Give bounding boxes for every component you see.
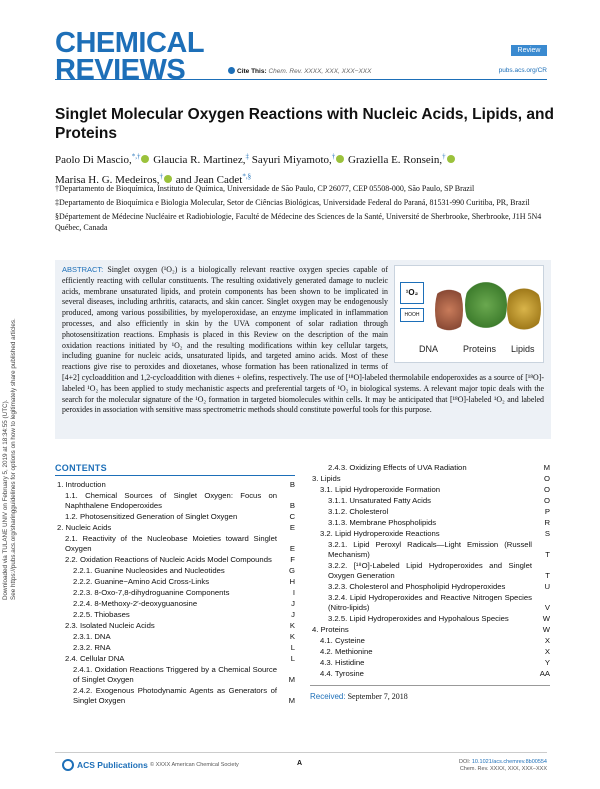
toc-entry-label: 4. Proteins [312,625,349,634]
affiliation: §Département de Médecine Nucléaire et Radiobiologie, Faculté de Médecine des Sciences de la Santé, Université de Sherbrooke, Sherbrooke, J1H 5N4 Québec, Canada [55,212,542,232]
toc-entry[interactable] [55,632,295,642]
toc-entry-page: O [544,496,550,505]
proteins-label: Proteins [463,344,497,354]
received-line [310,692,550,702]
cite-this[interactable] [228,67,371,75]
journal-url[interactable]: pubs.acs.org/CR [498,67,547,74]
copyright: © XXXX American Chemical Society [150,762,239,768]
toc-entry-page: M [288,696,295,705]
toc-entry-page: G [289,566,295,575]
toc-entry-label: 3.1. Lipid Hydroperoxide Formation [320,485,441,494]
toc-entry[interactable] [310,485,550,495]
toc-entry-label: 1. Introduction [57,480,106,489]
toc-entry-label: 2.2.4. 8-Methoxy-2′-deoxyguanosine [73,599,198,608]
toc-entry-label: 2.1. Reactivity of the Nucleobase Moieties toward Singlet Oxygen [65,534,277,553]
toc-entry[interactable] [310,636,550,646]
journal-reference: Chem. Rev. XXXX, XXX, XXX−XXX [459,766,547,772]
toc-entry-label: 3.1.2. Cholesterol [328,507,389,516]
toc-entry[interactable] [310,658,550,668]
toc-entry-label: 2.4.2. Exogenous Photodynamic Agents as Generators of Singlet Oxygen [73,686,277,705]
toc-entry-label: 3.2.3. Cholesterol and Phospholipid Hydroperoxides [328,582,506,591]
toc-entry-page: U [544,582,550,591]
toc-entry[interactable] [55,512,295,522]
acs-publications-logo[interactable]: ACS Publications [62,759,148,771]
toc-entry-label: 4.1. Cysteine [320,636,365,645]
doi-block: DOI: 10.1021/acs.chemrev.8b00554 Chem. Rev. XXXX, XXX, XXX−XXX [459,759,547,772]
toc-entry-page: X [544,636,550,645]
toc-entry[interactable] [55,588,295,598]
author[interactable]: Graziella E. Ronsein,† [348,154,456,166]
received-label: Received: [310,692,346,701]
toc-entry[interactable] [310,529,550,539]
toc-entry-label: 3.2.4. Lipid Hydroperoxides and Reactive Nitrogen Species (Nitro-lipids) [328,593,532,612]
dna-helix-graphic [435,280,463,340]
singlet-oxygen-box: ¹O₂ [400,282,424,304]
toc-entry-label: 2.4.3. Oxidizing Effects of UVA Radiation [328,463,467,472]
lipid-graphic [507,280,541,338]
toc-entry[interactable] [310,593,550,613]
author[interactable]: and Jean Cadet*,§ [175,172,252,187]
toc-entry-page: E [289,523,295,532]
toc-entry-page: E [289,544,295,553]
logo-line1: CHEMICAL [55,27,205,59]
toc-entry-label: 2.2.3. 8-Oxo-7,8-dihydroguanine Components [73,588,230,597]
toc-entry-page: L [290,654,295,663]
toc-entry[interactable] [55,621,295,631]
author[interactable]: Marisa H. G. Medeiros,† [55,174,173,186]
toc-entry[interactable] [310,507,550,517]
toc-entry-label: 3.1.1. Unsaturated Fatty Acids [328,496,431,505]
affiliations [55,183,555,236]
orcid-icon[interactable] [141,155,149,163]
toc-entry-page: L [290,643,295,652]
toc-entry-page: J [291,599,295,608]
toc-entry-page: Y [544,658,550,667]
toc-entry-page: S [544,529,550,538]
toc-entry-page: H [289,577,295,586]
toc-entry[interactable] [310,518,550,528]
toc-entry[interactable] [310,540,550,560]
toc-entry[interactable] [310,561,550,581]
article-title: Singlet Molecular Oxygen Reactions with Nucleic Acids, Lipids, and Proteins [55,106,554,142]
toc-entry-label: 2.4. Cellular DNA [65,654,125,663]
toc-entry[interactable] [55,555,295,565]
toc-entry-label: 2.3. Isolated Nucleic Acids [65,621,155,630]
toc-entry[interactable] [55,577,295,587]
toc-entry-label: 3.2.1. Lipid Peroxyl Radicals—Light Emission (Russell Mechanism) [328,540,532,559]
orcid-icon[interactable] [336,155,344,163]
toc-entry[interactable] [55,643,295,653]
author[interactable]: Paolo Di Mascio,*,† [55,154,150,166]
orcid-icon[interactable] [447,155,455,163]
toc-entry-page: W [542,614,550,623]
header-divider [55,79,547,80]
toc-entry[interactable] [55,534,295,554]
lipids-label: Lipids [511,344,535,354]
toc-entry[interactable] [310,614,550,624]
toc-entry-page: W [542,625,550,634]
hooh-box: HOOH [400,308,424,322]
toc-entry-page: B [289,480,295,489]
contents-right-column [310,463,550,702]
toc-entry[interactable] [55,566,295,576]
abstract-box [55,260,551,439]
received-date: September 7, 2018 [347,692,408,701]
acs-logo-icon [62,759,74,771]
toc-entry-page: O [544,474,550,483]
download-notice-line1: Downloaded via TULANE UNIV on February 5, 2019 at 18:34:55 (UTC). [2,399,9,600]
toc-entry-page: T [545,571,550,580]
toc-entry-page: V [544,603,550,612]
contents-left-column [55,463,295,707]
toc-entry[interactable] [55,610,295,620]
toc-entry-page: J [291,610,295,619]
toc-entry[interactable] [55,523,295,533]
toc-entry-label: 4.3. Histidine [320,658,365,667]
toc-entry[interactable] [310,582,550,592]
affiliation: †Departamento de Bioquímica, Instituto de Química, Universidade de São Paulo, CP 26077, CEP 05508-000, São Paulo, SP Brazil [55,184,475,193]
toc-entry-page: K [289,632,295,641]
page-number: A [297,760,303,767]
toc-entry[interactable] [310,625,550,635]
toc-entry-label: 2.3.2. RNA [73,643,111,652]
author[interactable]: Glaucia R. Martinez,‡ [153,152,249,166]
toc-entry-page: X [544,647,550,656]
toc-entry-page: F [290,555,295,564]
toc-entry[interactable] [310,463,550,473]
author[interactable]: Sayuri Miyamoto,† [252,154,346,166]
toc-entry-page: B [289,501,295,510]
toc-entry-label: 3.2. Lipid Hydroperoxide Reactions [320,529,440,538]
abstract-text: Singlet oxygen (¹O₂) is a biologically relevant reactive oxygen species capable of efficiently reacting with cellular constituents. The resulting oxidatively generated damage to nucleic acids, membrane unsaturated lipids, and protein components has been shown to be implicated in several diseases, including arthritis, cataracts, and skin cancer. Singlet oxygen may be endogenously produced, among various possibilities, by myeloperoxidase, an enzyme implicated in inflammation processes, and also efficiently in skin by the UVA component of solar radiation through photosensitization reactions. Emphasis is placed in this Review on the description of the main oxidation reactions initiated by ¹O₂ and the resulting modifications within key cellular targets, including guanine for nucleic acids, unsaturated lipids, and targeted amino acids. Most of these reactions give rise to peroxides and dioxetanes, whose formation has been rationalized in terms of [4+2] cycloaddition and 1,2-cycloaddition with dienes + olefins, respectively. The use of [¹⁸O]-labeled thermolabile endoperoxides as a source of [¹⁸O]-labeled ¹O₂ has been applied to study mechanistic aspects and preferential targets of ¹O₂ in biological systems. A relevant major topic deals with the search for the molecular signature of the ¹O₂ formation in targeted biomolecules within cells. It may be anticipated that [¹⁸O]-labeled ¹O₂ and labeled peroxides in association with sensitive mass spectrometric methods should constitute powerful tools for this purpose. [62,265,544,415]
abstract-heading: ABSTRACT: [62,265,104,274]
cite-label: Cite This: [237,68,267,75]
toc-entry[interactable] [310,669,550,679]
toc-entry-page: T [545,550,550,559]
toc-entry-label: 2.2.5. Thiobases [73,610,130,619]
toc-entry-label: 1.2. Photosensitized Generation of Singlet Oxygen [65,512,238,521]
toc-entry-label: 4.4. Tyrosine [320,669,364,678]
toc-entry-label: 3.1.3. Membrane Phospholipids [328,518,437,527]
toc-entry-label: 2.2.2. Guanine−Amino Acid Cross-Links [73,577,210,586]
toc-entry-label: 2.3.1. DNA [73,632,111,641]
doi-link[interactable]: 10.1021/acs.chemrev.8b00554 [471,759,547,765]
dna-label: DNA [419,344,439,354]
article-type-badge: Review [511,45,547,56]
toc-entry-page: AA [539,669,550,678]
toc-entry-page: I [292,588,295,597]
toc-entry-page: K [289,621,295,630]
journal-logo[interactable] [55,27,205,86]
toc-entry-page: C [289,512,295,521]
toc-entry[interactable] [310,496,550,506]
received-divider [310,685,550,686]
toc-entry-label: 1.1. Chemical Sources of Singlet Oxygen: Focus on Naphthalene Endoperoxides [65,491,277,510]
toc-entry-label: 2.4.1. Oxidation Reactions Triggered by a Chemical Source of Singlet Oxygen [73,665,277,684]
toc-entry-label: 2.2. Oxidation Reactions of Nucleic Acids Model Compounds [65,555,272,564]
cite-icon [228,67,235,74]
toc-entry[interactable] [55,599,295,609]
download-notice [2,160,24,600]
toc-entry-label: 2.2.1. Guanine Nucleosides and Nucleotides [73,566,225,575]
toc-entry-label: 4.2. Methionine [320,647,373,656]
download-notice-line2: See https://pubs.acs.org/sharingguidelines for options on how to legitimately share published articles. [10,318,17,600]
affiliation: ‡Departamento de Bioquímica e Biologia Molecular, Setor de Ciências Biológicas, Universidade Federal do Paraná, 81531-990 Curitiba, PR, Brazil [55,198,530,207]
protein-graphic [465,274,507,336]
contents-heading: CONTENTS [55,463,295,476]
toc-entry-page: M [543,463,550,472]
toc-entry-label: 3. Lipids [312,474,341,483]
toc-entry[interactable] [55,491,295,511]
toc-graphic[interactable] [394,265,544,363]
toc-entry[interactable] [55,686,295,706]
toc-entry-label: 3.2.5. Lipid Hydroperoxides and Hypohalous Species [328,614,509,623]
toc-entry-page: M [288,675,295,684]
cite-text: Chem. Rev. XXXX, XXX, XXX−XXX [268,68,372,75]
toc-entry[interactable] [310,647,550,657]
toc-entry-label: 3.2.2. [¹⁸O]-Labeled Lipid Hydroperoxides and Singlet Oxygen Generation [328,561,532,580]
toc-entry[interactable] [55,654,295,664]
toc-entry-page: R [544,518,550,527]
toc-entry-page: P [544,507,550,516]
toc-entry[interactable] [55,665,295,685]
toc-entry-label: 2. Nucleic Acids [57,523,112,532]
toc-entry[interactable] [310,474,550,484]
toc-entry[interactable] [55,480,295,490]
logo-line2: REVIEWS [55,54,186,86]
footer-divider [55,752,547,753]
toc-entry-page: O [544,485,550,494]
